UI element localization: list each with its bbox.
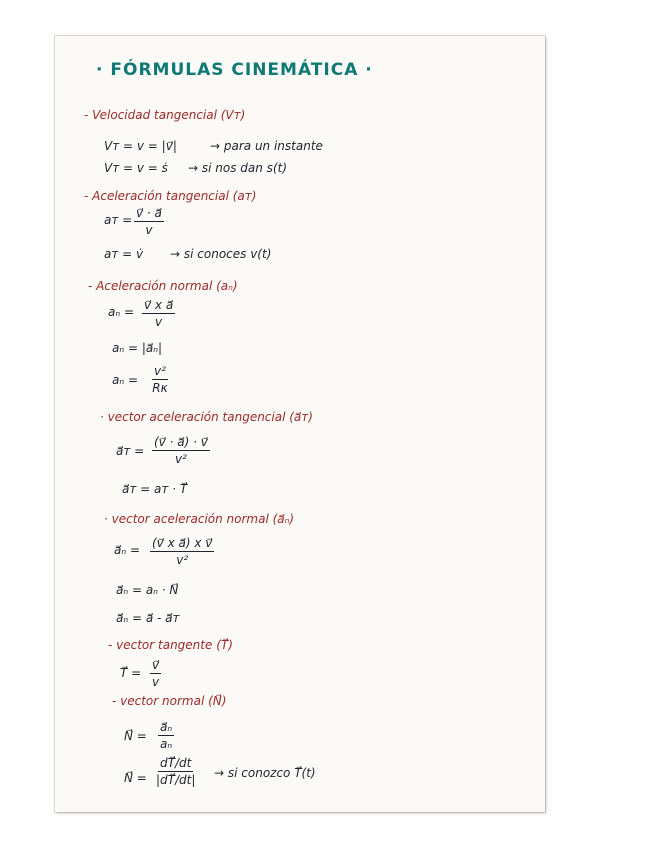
formula-vec-an-fraction	[150, 536, 214, 567]
formula-vec-an-producto: a⃗ₙ = aₙ · N⃗	[116, 583, 179, 597]
formula-vec-an-numerator: (v⃗ x a⃗) x v⃗	[152, 536, 213, 550]
formula-vt-derivada-note: → si nos dan s(t)	[188, 161, 287, 175]
formula-vec-n-numerator: a⃗ₙ	[160, 720, 173, 734]
formula-at-derivada-note: → si conoces v(t)	[170, 247, 272, 261]
formula-vec-at-denominator: v²	[174, 452, 187, 466]
bleed-through-text: ⠀	[420, 70, 428, 81]
formula-vec-n-derivada-numerator: dT⃗/dt	[160, 756, 192, 770]
formula-an-radio-lhs: aₙ =	[112, 373, 139, 387]
formula-vec-n-lhs: N⃗ =	[124, 729, 147, 743]
formula-at-denominator: v	[145, 223, 153, 237]
section-heading-vector-normal: - vector normal (N⃗)	[112, 694, 227, 708]
formula-vt-modulo-note: → para un instante	[210, 139, 323, 153]
section-heading-vector-aceleracion-tangencial: · vector aceleración tangencial (a⃗т)	[100, 410, 313, 424]
section-heading-aceleracion-normal: - Aceleración normal (aₙ)	[88, 279, 238, 293]
page-title: · FÓRMULAS CINEMÁTICA ·	[96, 60, 373, 80]
formula-vec-an-lhs: a⃗ₙ =	[114, 543, 141, 557]
formula-vec-t-denominator: v	[152, 675, 160, 689]
formula-at-numerator: v⃗ · a⃗	[136, 206, 162, 220]
formula-vec-at-producto: a⃗т = aт · T⃗	[122, 482, 188, 496]
formula-vec-n-fraction	[158, 720, 174, 751]
formula-an-radio-fraction	[152, 364, 168, 395]
formula-vec-n-derivada-denominator: |dT⃗/dt|	[156, 773, 196, 787]
formula-an-numerator: v⃗ x a⃗	[144, 298, 174, 312]
formula-an-radio-numerator: v²	[154, 364, 166, 378]
section-heading-aceleracion-tangencial: - Aceleración tangencial (aт)	[84, 189, 257, 203]
formula-at-lhs: aт =	[104, 213, 133, 227]
formula-vec-n-derivada-note: → si conozco T⃗(t)	[214, 766, 316, 780]
formula-vec-an-denominator: v²	[176, 553, 189, 567]
formula-vec-n-derivada-lhs: N⃗ =	[124, 771, 147, 785]
formula-vt-derivada: Vт = v = ṡ	[104, 161, 168, 175]
formula-vec-t-fraction	[150, 658, 161, 689]
formula-vec-an-resta: a⃗ₙ = a⃗ - a⃗т	[116, 611, 180, 625]
formula-vec-at-numerator: (v⃗ · a⃗) · v⃗	[154, 435, 208, 449]
formula-vec-t-lhs: T⃗ =	[120, 666, 142, 680]
formula-vt-modulo: Vт = v = |v⃗|	[104, 139, 177, 153]
formula-an-fraction	[142, 298, 175, 329]
formula-vec-n-derivada-fraction	[156, 756, 195, 787]
formula-at-fraction	[134, 206, 164, 237]
formula-an-lhs: aₙ =	[108, 305, 135, 319]
section-heading-vector-aceleracion-normal: · vector aceleración normal (a⃗ₙ)	[104, 512, 295, 526]
section-heading-vector-tangente: - vector tangente (T⃗)	[108, 638, 233, 652]
formula-vec-n-denominator: aₙ	[160, 737, 173, 751]
section-heading-velocidad-tangencial: - Velocidad tangencial (Vт)	[84, 108, 246, 122]
formula-an-radio-denominator: Rκ	[152, 381, 168, 395]
formula-vec-at-lhs: a⃗т =	[116, 444, 145, 458]
formula-vec-at-fraction	[152, 435, 210, 466]
formula-an-denominator: v	[155, 315, 163, 329]
formula-an-modulo: aₙ = |a⃗ₙ|	[112, 341, 163, 355]
formula-at-derivada: aт = v̇	[104, 247, 144, 261]
formula-vec-t-numerator: v⃗	[152, 658, 160, 672]
